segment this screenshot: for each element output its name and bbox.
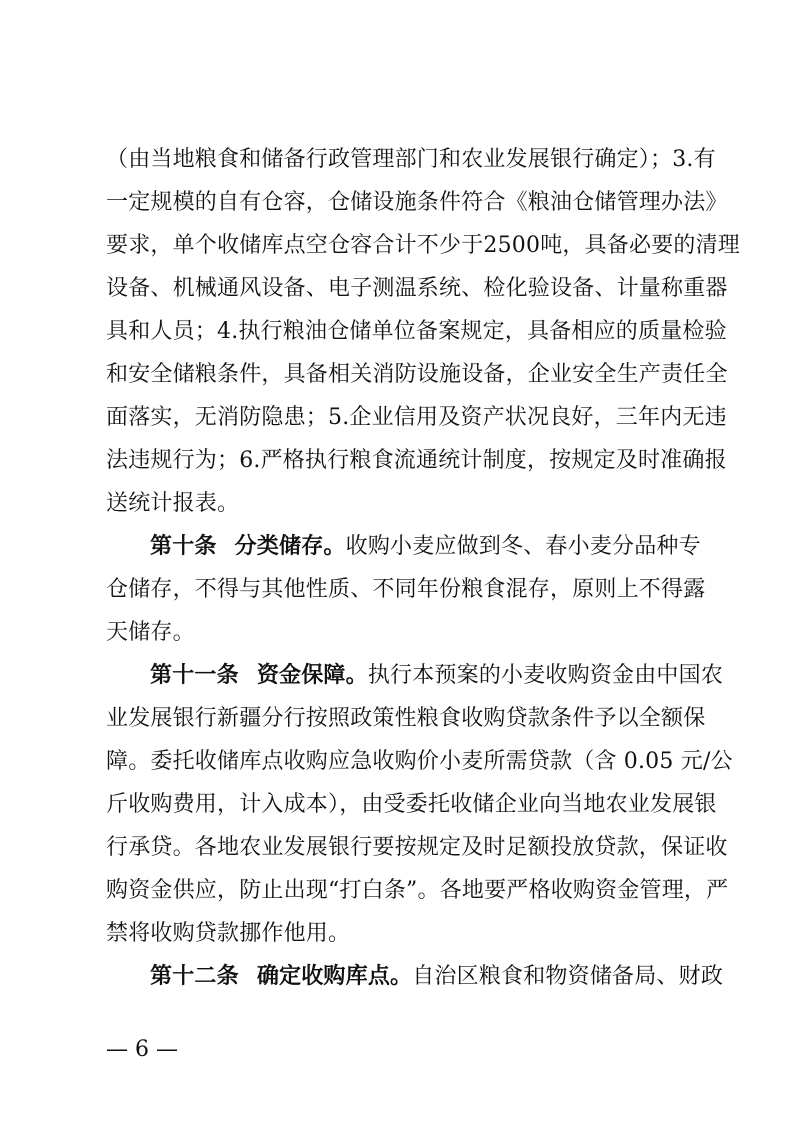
article-12-number: 第十二条 — [150, 964, 239, 989]
body-line: 业发展银行新疆分行按照政策性粮食收购贷款条件予以全额保 — [106, 706, 706, 731]
body-line: 仓储存，不得与其他性质、不同年份粮食混存，原则上不得露 — [106, 577, 706, 602]
article-12-first-line — [150, 963, 724, 991]
article-10-first-line — [150, 533, 701, 561]
body-line: 斤收购费用，计入成本），由受委托收储企业向当地农业发展银 — [106, 792, 717, 817]
article-12-title: 确定收购库点。 — [256, 964, 413, 989]
body-line: 障。委托收储库点收购应急收购价小麦所需贷款（含 0.05 元/公 — [106, 749, 733, 774]
body-line: 购资金供应，防止出现“打白条”。各地要严格收购资金管理，严 — [106, 878, 729, 903]
body-line: 设备、机械通风设备、电子测温系统、检化验设备、计量称重器 — [106, 276, 728, 301]
body-line: （由当地粮食和储备行政管理部门和农业发展银行确定）；3.有 — [106, 147, 716, 172]
body-line: 法违规行为；6.严格执行粮食流通统计制度，按规定及时准确报 — [106, 448, 727, 473]
article-12-text: 自治区粮食和物资储备局、财政 — [412, 964, 724, 989]
body-line: 天储存。 — [106, 620, 195, 645]
article-10-text: 收购小麦应做到冬、春小麦分品种专 — [345, 534, 701, 559]
article-11-title: 资金保障。 — [256, 663, 368, 688]
body-line: 要求，单个收储库点空仓容合计不少于2500吨，具备必要的清理 — [106, 233, 740, 258]
body-line: 和安全储粮条件，具备相关消防设施设备，企业安全生产责任全 — [106, 362, 728, 387]
body-line: 面落实，无消防隐患；5.企业信用及资产状况良好，三年内无违 — [106, 405, 727, 430]
article-11-first-line — [150, 662, 724, 690]
body-line: 送统计报表。 — [106, 491, 240, 516]
article-11-number: 第十一条 — [150, 663, 239, 688]
article-10-title: 分类储存。 — [234, 534, 346, 559]
page-number: — 6 — — [106, 1037, 178, 1062]
body-line: 行承贷。各地农业发展银行要按规定及时足额投放贷款，保证收 — [106, 835, 728, 860]
body-line: 禁将收购贷款挪作他用。 — [106, 921, 351, 946]
article-10-number: 第十条 — [150, 534, 217, 559]
article-11-text: 执行本预案的小麦收购资金由中国农 — [367, 663, 724, 688]
body-line: 一定规模的自有仓容，仓储设施条件符合《粮油仓储管理办法》 — [106, 190, 728, 215]
body-line: 具和人员；4.执行粮油仓储单位备案规定，具备相应的质量检验 — [106, 319, 727, 344]
